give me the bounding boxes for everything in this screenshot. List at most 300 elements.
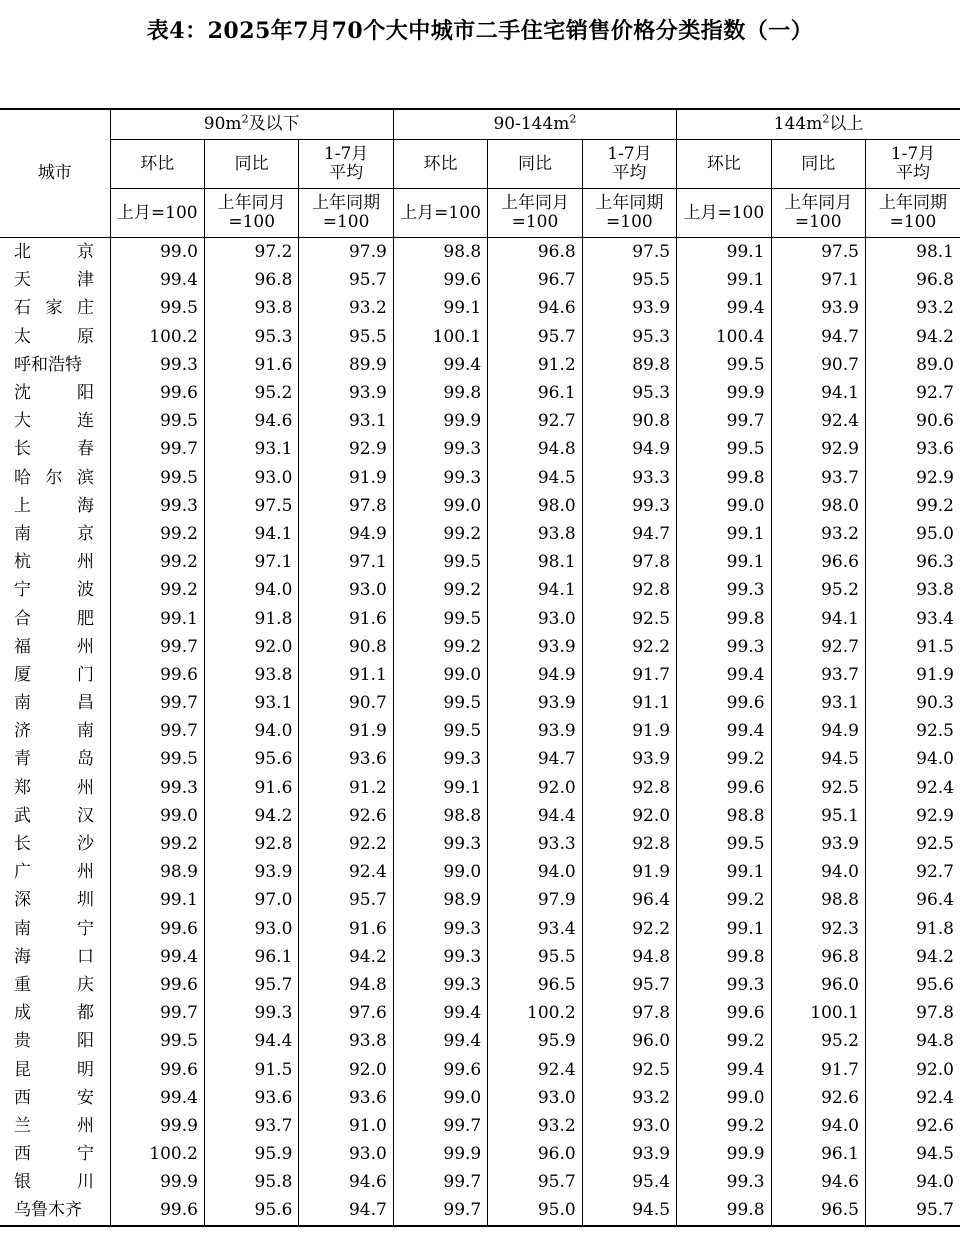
index-value-cell: 99.2: [110, 830, 204, 858]
table-row: [0, 576, 960, 604]
index-value-cell: 96.0: [488, 1140, 582, 1168]
city-name-char: 西: [14, 1144, 31, 1165]
index-value-cell: 99.0: [677, 492, 771, 520]
index-value-cell: 92.7: [865, 379, 960, 407]
index-value-cell: 94.5: [488, 464, 582, 492]
group-header-superscript: 2: [569, 112, 577, 126]
city-name-char: 长: [14, 834, 31, 855]
city-name-char: 州: [77, 777, 94, 798]
index-value-cell: 94.4: [204, 1027, 298, 1055]
sub-header: [865, 140, 960, 189]
index-value-cell: 99.7: [110, 717, 204, 745]
index-value-cell: 99.2: [393, 633, 487, 661]
table-row: [0, 379, 960, 407]
index-value-cell: 93.8: [865, 576, 960, 604]
sub-header-line1: 环比: [423, 153, 458, 174]
city-cell: [0, 633, 110, 661]
city-name-char: 福: [14, 636, 31, 657]
sub-header: [488, 140, 582, 189]
index-value-cell: 99.2: [677, 886, 771, 914]
city-name: [14, 1140, 94, 1168]
table-row: [0, 435, 960, 463]
city-name-char: 州: [77, 552, 94, 573]
index-value-cell: 97.5: [204, 492, 298, 520]
city-name-char: 呼: [14, 354, 31, 375]
city-name: [14, 323, 94, 351]
index-value-cell: 99.0: [393, 1084, 487, 1112]
city-cell: [0, 604, 110, 632]
sub-header-line2: 平均: [612, 163, 647, 183]
index-value-cell: 90.8: [299, 633, 393, 661]
index-value-cell: 99.5: [393, 548, 487, 576]
base-header: [204, 189, 298, 238]
index-value-cell: 99.4: [677, 717, 771, 745]
city-name: [14, 351, 94, 379]
index-value-cell: 94.5: [771, 745, 865, 773]
city-cell: [0, 689, 110, 717]
city-name-char: 都: [77, 1003, 94, 1024]
index-value-cell: 99.3: [393, 464, 487, 492]
city-name-char: 重: [14, 974, 31, 995]
index-value-cell: 99.3: [582, 492, 676, 520]
city-name-char: 和: [31, 354, 48, 375]
city-name: [14, 1027, 94, 1055]
base-header-line2: =100: [511, 212, 559, 232]
index-value-cell: 93.1: [299, 407, 393, 435]
city-cell: [0, 520, 110, 548]
index-value-cell: 96.4: [865, 886, 960, 914]
city-name-char: 波: [77, 580, 94, 601]
base-header: [393, 189, 487, 238]
table-row: [0, 858, 960, 886]
city-name-char: 州: [77, 636, 94, 657]
index-value-cell: 99.3: [393, 915, 487, 943]
index-value-cell: 94.8: [488, 435, 582, 463]
index-value-cell: 99.0: [393, 858, 487, 886]
base-header: [582, 189, 676, 238]
index-value-cell: 92.4: [299, 858, 393, 886]
index-value-cell: 95.8: [204, 1168, 298, 1196]
index-value-cell: 93.2: [865, 294, 960, 322]
index-value-cell: 93.2: [488, 1112, 582, 1140]
city-cell: [0, 717, 110, 745]
index-value-cell: 92.4: [865, 1084, 960, 1112]
group-header-suffix: 及以下: [248, 114, 300, 134]
index-value-cell: 89.8: [582, 351, 676, 379]
city-name: [14, 971, 94, 999]
city-name: [14, 294, 94, 322]
city-name: [14, 999, 94, 1027]
base-header-line1: 上年同期: [595, 193, 664, 213]
index-value-cell: 95.9: [488, 1027, 582, 1055]
index-value-cell: 99.7: [393, 1112, 487, 1140]
index-value-cell: 95.9: [204, 1140, 298, 1168]
base-header: [299, 189, 393, 238]
index-value-cell: 94.7: [488, 745, 582, 773]
index-value-cell: 92.2: [582, 633, 676, 661]
index-value-cell: 99.3: [110, 774, 204, 802]
index-value-cell: 95.6: [204, 745, 298, 773]
index-value-cell: 99.2: [677, 1027, 771, 1055]
index-value-cell: 95.5: [299, 323, 393, 351]
index-value-cell: 92.7: [865, 858, 960, 886]
index-value-cell: 93.6: [299, 745, 393, 773]
index-value-cell: 99.7: [393, 1168, 487, 1196]
index-value-cell: 95.6: [204, 1196, 298, 1225]
city-name: [14, 943, 94, 971]
city-cell: [0, 1027, 110, 1055]
index-value-cell: 93.7: [771, 661, 865, 689]
table-row: [0, 915, 960, 943]
index-value-cell: 99.2: [110, 520, 204, 548]
index-value-cell: 99.4: [110, 266, 204, 294]
city-name: [14, 492, 94, 520]
base-header-line2: =100: [228, 212, 276, 232]
index-value-cell: 93.7: [204, 1112, 298, 1140]
base-header: [488, 189, 582, 238]
group-header: [110, 109, 393, 140]
city-name: [14, 266, 94, 294]
index-value-cell: 95.7: [865, 1196, 960, 1225]
index-value-cell: 91.9: [299, 464, 393, 492]
index-value-cell: 99.1: [677, 238, 771, 267]
index-value-cell: 94.1: [488, 576, 582, 604]
city-name-char: 庆: [77, 974, 94, 995]
index-value-cell: 91.9: [582, 858, 676, 886]
table-row: [0, 717, 960, 745]
index-value-cell: 93.9: [582, 745, 676, 773]
index-value-cell: 92.5: [582, 1055, 676, 1083]
index-value-cell: 99.5: [110, 464, 204, 492]
table-row: [0, 999, 960, 1027]
index-value-cell: 94.6: [771, 1168, 865, 1196]
index-value-cell: 95.2: [771, 576, 865, 604]
city-name: [14, 576, 94, 604]
city-name: [14, 548, 94, 576]
city-name-char: 广: [14, 862, 31, 883]
city-name-char: 宁: [14, 580, 31, 601]
city-cell: [0, 379, 110, 407]
index-value-cell: 94.9: [488, 661, 582, 689]
index-value-cell: 99.4: [110, 1084, 204, 1112]
city-name-char: 成: [14, 1003, 31, 1024]
table-row: [0, 633, 960, 661]
index-value-cell: 94.4: [488, 802, 582, 830]
index-value-cell: 93.0: [299, 576, 393, 604]
index-value-cell: 92.8: [582, 576, 676, 604]
index-value-cell: 93.9: [488, 717, 582, 745]
index-value-cell: 93.9: [582, 294, 676, 322]
city-name-char: 贵: [14, 1031, 31, 1052]
index-value-cell: 99.1: [393, 774, 487, 802]
index-value-cell: 93.8: [299, 1027, 393, 1055]
city-name: [14, 1196, 94, 1224]
city-cell: [0, 661, 110, 689]
index-value-cell: 92.5: [865, 830, 960, 858]
index-value-cell: 99.6: [393, 266, 487, 294]
city-name: [14, 774, 94, 802]
index-value-cell: 99.8: [677, 604, 771, 632]
index-value-cell: 96.1: [771, 1140, 865, 1168]
index-value-cell: 99.3: [677, 633, 771, 661]
index-value-cell: 91.0: [299, 1112, 393, 1140]
city-name-char: 宁: [77, 1144, 94, 1165]
city-name-char: 青: [14, 749, 31, 770]
city-name-char: 北: [14, 242, 31, 263]
index-value-cell: 93.0: [204, 464, 298, 492]
city-name-char: 汉: [77, 805, 94, 826]
index-value-cell: 99.5: [393, 604, 487, 632]
index-value-cell: 99.5: [677, 830, 771, 858]
table-row: [0, 266, 960, 294]
index-value-cell: 92.0: [299, 1055, 393, 1083]
city-name-char: 乌: [14, 1200, 31, 1221]
city-name-char: 肥: [77, 608, 94, 629]
index-value-cell: 92.8: [582, 774, 676, 802]
city-name-char: 石: [14, 298, 31, 319]
table-row: [0, 1055, 960, 1083]
index-value-cell: 92.3: [771, 915, 865, 943]
index-value-cell: 98.0: [771, 492, 865, 520]
index-value-cell: 96.1: [204, 943, 298, 971]
index-value-cell: 98.1: [488, 548, 582, 576]
index-value-cell: 99.9: [677, 379, 771, 407]
base-header-line1: 上年同月: [217, 193, 286, 213]
index-value-cell: 91.5: [204, 1055, 298, 1083]
city-cell: [0, 464, 110, 492]
index-value-cell: 99.3: [110, 492, 204, 520]
index-value-cell: 97.5: [582, 238, 676, 267]
index-value-cell: 92.2: [299, 830, 393, 858]
index-value-cell: 90.8: [582, 407, 676, 435]
index-value-cell: 93.8: [204, 294, 298, 322]
index-value-cell: 91.6: [299, 604, 393, 632]
index-value-cell: 95.1: [771, 802, 865, 830]
index-value-cell: 100.2: [488, 999, 582, 1027]
index-value-cell: 92.4: [771, 407, 865, 435]
city-name-char: 南: [14, 523, 31, 544]
city-name: [14, 1168, 94, 1196]
city-name-char: 昌: [77, 693, 94, 714]
index-value-cell: 95.4: [582, 1168, 676, 1196]
city-name: [14, 661, 94, 689]
city-name-char: 齐: [65, 1200, 82, 1221]
index-value-cell: 96.5: [488, 971, 582, 999]
table-row: [0, 774, 960, 802]
index-value-cell: 91.2: [488, 351, 582, 379]
index-value-cell: 96.4: [582, 886, 676, 914]
city-cell: [0, 351, 110, 379]
index-value-cell: 97.9: [299, 238, 393, 267]
index-value-cell: 93.2: [771, 520, 865, 548]
city-name-char: 安: [77, 1087, 94, 1108]
index-value-cell: 92.9: [865, 464, 960, 492]
index-value-cell: 96.0: [582, 1027, 676, 1055]
index-value-cell: 95.7: [488, 1168, 582, 1196]
index-value-cell: 94.2: [865, 943, 960, 971]
index-value-cell: 99.6: [110, 379, 204, 407]
index-value-cell: 94.0: [865, 1168, 960, 1196]
index-value-cell: 93.0: [488, 604, 582, 632]
base-header: [865, 189, 960, 238]
group-header-text: 90-144m: [493, 114, 570, 134]
index-value-cell: 99.7: [110, 633, 204, 661]
city-cell: [0, 294, 110, 322]
index-value-cell: 93.0: [488, 1084, 582, 1112]
index-value-cell: 99.3: [204, 999, 298, 1027]
index-value-cell: 94.2: [299, 943, 393, 971]
index-value-cell: 99.9: [393, 1140, 487, 1168]
city-cell: [0, 1196, 110, 1225]
index-value-cell: 99.5: [393, 689, 487, 717]
index-value-cell: 95.7: [299, 266, 393, 294]
index-value-cell: 92.5: [865, 717, 960, 745]
index-value-cell: 99.6: [393, 1055, 487, 1083]
index-value-cell: 99.5: [110, 1027, 204, 1055]
index-value-cell: 99.5: [110, 407, 204, 435]
city-name-char: 岛: [77, 749, 94, 770]
city-name-char: 长: [14, 439, 31, 460]
city-name-char: 海: [77, 495, 94, 516]
index-value-cell: 99.7: [110, 689, 204, 717]
base-header-line1: 上月=100: [116, 202, 198, 223]
index-value-cell: 94.9: [582, 435, 676, 463]
base-header: [771, 189, 865, 238]
base-header-line2: =100: [606, 212, 653, 232]
index-value-cell: 93.3: [488, 830, 582, 858]
index-value-cell: 99.5: [677, 351, 771, 379]
city-name-char: 大: [14, 411, 31, 432]
index-value-cell: 99.5: [110, 294, 204, 322]
city-name-char: 特: [65, 354, 82, 375]
group-header-superscript: 2: [241, 112, 249, 126]
index-value-cell: 93.1: [204, 689, 298, 717]
city-name: [14, 435, 94, 463]
index-value-cell: 95.3: [582, 323, 676, 351]
city-name-char: 浩: [48, 354, 65, 375]
city-name-char: 杭: [14, 552, 31, 573]
index-value-cell: 95.0: [488, 1196, 582, 1225]
index-value-cell: 99.4: [677, 1055, 771, 1083]
index-value-cell: 93.9: [488, 633, 582, 661]
city-name-char: 口: [77, 946, 94, 967]
index-value-cell: 92.0: [582, 802, 676, 830]
table-row: [0, 1112, 960, 1140]
city-name-char: 海: [14, 946, 31, 967]
index-value-cell: 92.6: [865, 1112, 960, 1140]
city-name-char: 春: [77, 439, 94, 460]
table-row: [0, 604, 960, 632]
index-value-cell: 99.1: [677, 266, 771, 294]
city-name-char: 哈: [14, 467, 31, 488]
index-value-cell: 95.6: [865, 971, 960, 999]
index-value-cell: 94.2: [204, 802, 298, 830]
table-row: [0, 464, 960, 492]
index-value-cell: 94.0: [204, 717, 298, 745]
city-cell: [0, 1140, 110, 1168]
city-name-char: 沙: [77, 834, 94, 855]
index-value-cell: 92.7: [771, 633, 865, 661]
index-value-cell: 93.6: [204, 1084, 298, 1112]
city-name-char: 南: [14, 918, 31, 939]
index-value-cell: 99.0: [110, 802, 204, 830]
city-name-char: 州: [77, 1115, 94, 1136]
city-name-char: 明: [77, 1059, 94, 1080]
index-value-cell: 99.5: [677, 435, 771, 463]
city-name: [14, 915, 94, 943]
index-value-cell: 99.8: [677, 1196, 771, 1225]
city-name-char: 宁: [77, 918, 94, 939]
index-value-cell: 99.6: [110, 1055, 204, 1083]
city-cell: [0, 548, 110, 576]
index-value-cell: 93.8: [488, 520, 582, 548]
city-name: [14, 464, 94, 492]
index-value-cell: 94.9: [771, 717, 865, 745]
index-value-cell: 97.8: [582, 548, 676, 576]
index-value-cell: 98.9: [110, 858, 204, 886]
index-value-cell: 95.3: [204, 323, 298, 351]
index-value-cell: 99.1: [677, 520, 771, 548]
index-value-cell: 99.1: [110, 604, 204, 632]
city-name-char: 厦: [14, 664, 31, 685]
table-row: [0, 520, 960, 548]
index-value-cell: 99.3: [393, 971, 487, 999]
city-name-char: 门: [77, 664, 94, 685]
city-name-char: 兰: [14, 1115, 31, 1136]
table-row: [0, 238, 960, 267]
city-name: [14, 717, 94, 745]
sub-header: [582, 140, 676, 189]
index-value-cell: 91.9: [865, 661, 960, 689]
index-value-cell: 93.9: [488, 689, 582, 717]
sub-header-line1: 环比: [706, 153, 741, 174]
index-value-cell: 99.4: [393, 351, 487, 379]
index-value-cell: 97.8: [582, 999, 676, 1027]
index-value-cell: 93.7: [771, 464, 865, 492]
sub-header: [110, 140, 204, 189]
index-value-cell: 93.6: [865, 435, 960, 463]
index-value-cell: 99.0: [110, 238, 204, 267]
index-value-cell: 95.2: [771, 1027, 865, 1055]
city-name-char: 郑: [14, 777, 31, 798]
index-value-cell: 99.1: [677, 548, 771, 576]
table-row: [0, 971, 960, 999]
index-value-cell: 92.0: [865, 1055, 960, 1083]
table-row: [0, 407, 960, 435]
city-name-char: 京: [77, 523, 94, 544]
index-value-cell: 94.1: [771, 379, 865, 407]
index-value-cell: 99.4: [110, 943, 204, 971]
index-value-cell: 99.9: [110, 1112, 204, 1140]
city-name-char: 津: [77, 270, 94, 291]
index-value-cell: 99.1: [110, 886, 204, 914]
city-name: [14, 379, 94, 407]
index-value-cell: 94.7: [299, 1196, 393, 1225]
city-name-char: 深: [14, 890, 31, 911]
index-value-cell: 98.8: [771, 886, 865, 914]
index-value-cell: 96.8: [488, 238, 582, 267]
table-row: [0, 1168, 960, 1196]
index-value-cell: 99.3: [677, 971, 771, 999]
index-value-cell: 92.9: [299, 435, 393, 463]
city-name: [14, 520, 94, 548]
table-row: [0, 886, 960, 914]
index-value-cell: 99.4: [677, 294, 771, 322]
index-value-cell: 95.7: [204, 971, 298, 999]
index-value-cell: 100.2: [110, 323, 204, 351]
index-value-cell: 95.5: [488, 943, 582, 971]
base-header-line2: =100: [322, 212, 370, 232]
